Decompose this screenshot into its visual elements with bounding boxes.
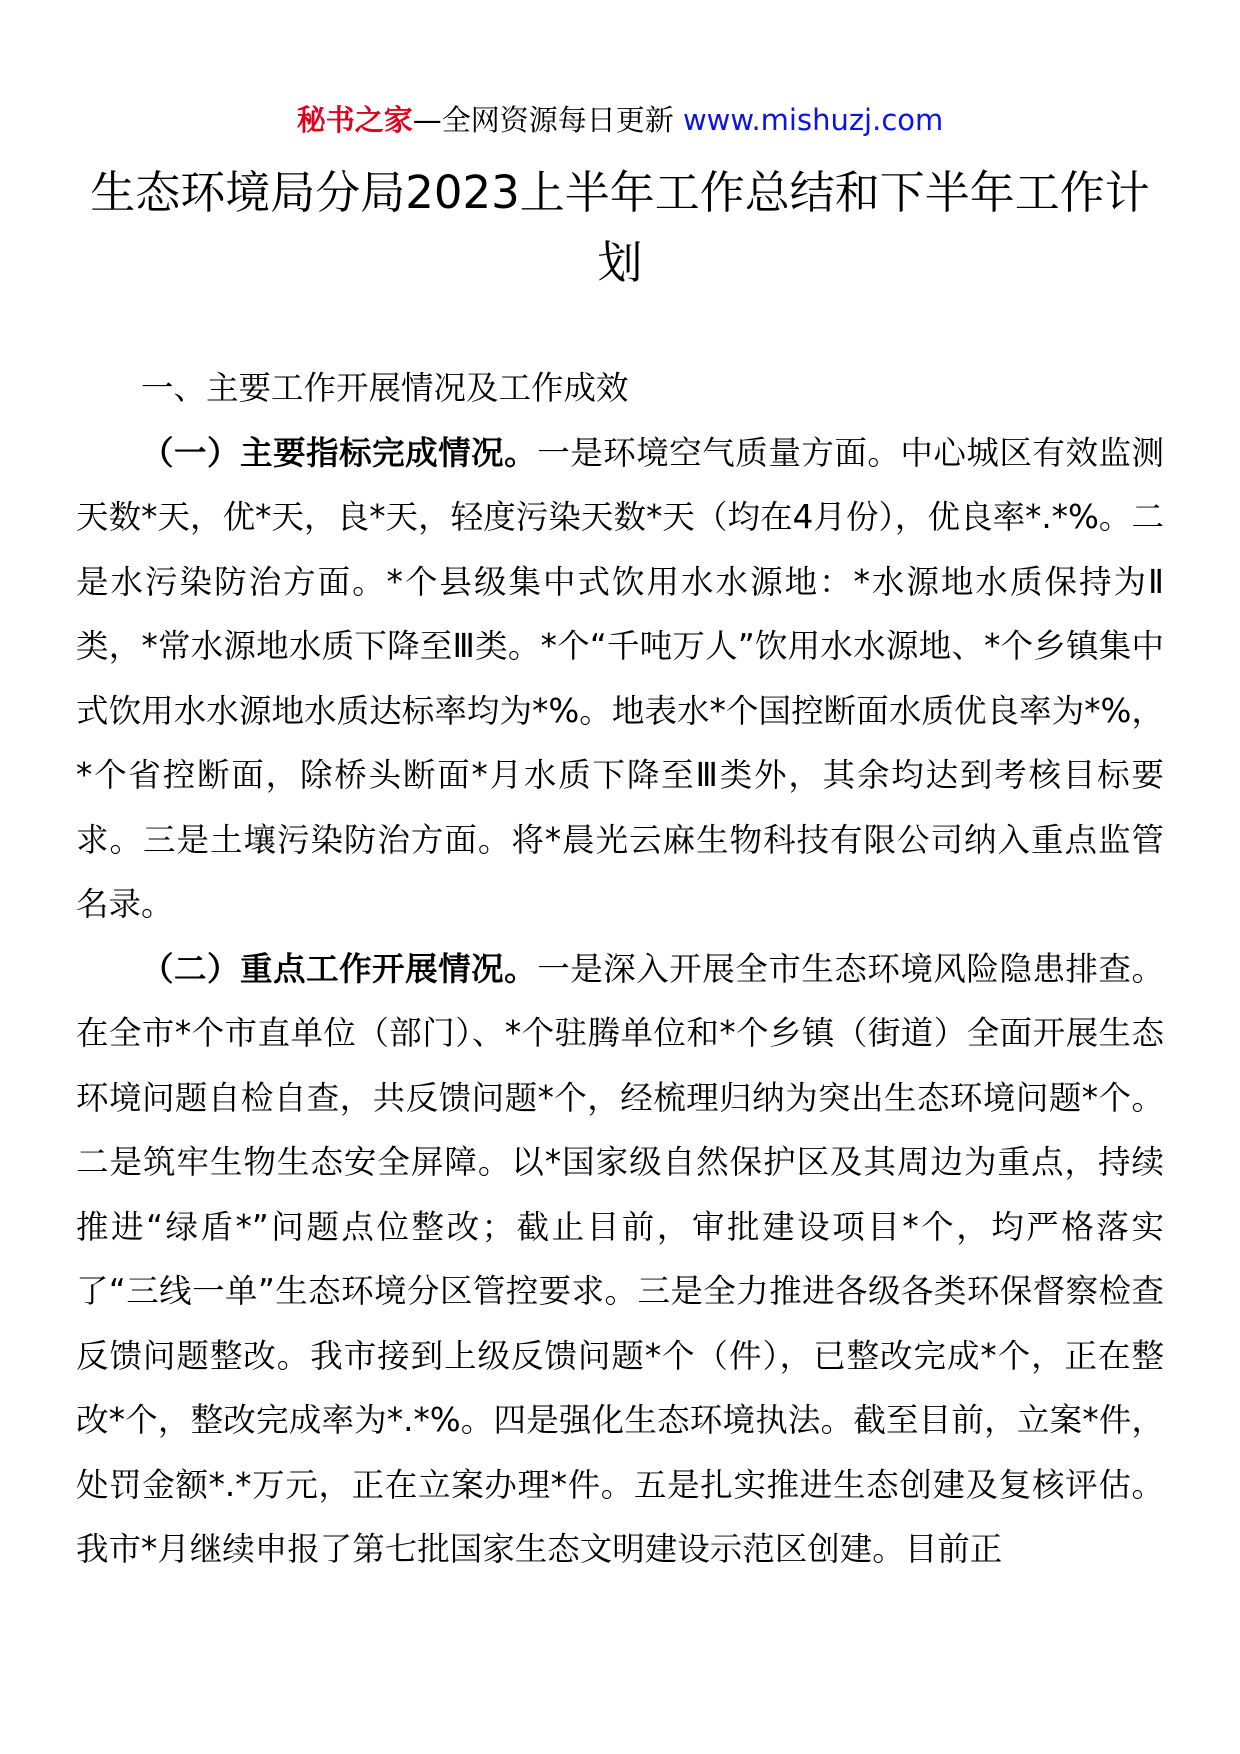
site-header [0,100,1240,140]
document-body [76,356,1164,1582]
paragraph-lead: （二）重点工作开展情况。 [141,949,538,988]
document-title: 生态环境局分局2023上半年工作总结和下半年工作计划 [90,166,1150,289]
paragraph-key-work [76,937,1164,1582]
paragraph-text: 一是深入开展全市生态环境风险隐患排查。在全市*个市直单位（部门）、*个驻腾单位和*个乡镇（街道）全面开展生态环境问题自检自查，共反馈问题*个，经梳理归纳为突出生态环境问题*个。二是筑牢生物生态安全屏障。以*国家级自然保护区及其周边为重点，持续推进“绿盾*”问题点位整改；截止目前，审批建设项目*个，均严格落实了“三线一单”生态环境分区管控要求。三是全力推进各级各类环保督察检查反馈问题整改。我市接到上级反馈问题*个（件），已整改完成*个，正在整改*个，整改完成率为*.*%。四是强化生态环境执法。截至目前，立案*件，处罚金额*.*万元，正在立案办理*件。五是扎实推进生态创建及复核评估。我市*月继续申报了第七批国家生态文明建设示范区创建。目前正 [76,949,1164,1568]
brand-name: 秘书之家 [296,103,413,137]
paragraph-text: 一是环境空气质量方面。中心城区有效监测天数*天，优*天，良*天，轻度污染天数*天（均在4月份），优良率*.*%。二是水污染防治方面。*个县级集中式饮用水水源地：*水源地水质保持为Ⅱ类，*常水源地水质下降至Ⅲ类。*个“千吨万人”饮用水水源地、*个乡镇集中式饮用水水源地水质达标率均为*%。地表水*个国控断面水质优良率为*%，*个省控断面，除桥头断面*月水质下降至Ⅲ类外，其余均达到考核目标要求。三是土壤污染防治方面。将*晨光云麻生物科技有限公司纳入重点监管名录。 [76,433,1164,923]
paragraph-indicators [76,421,1164,937]
site-url-link[interactable]: www.mishuzj.com [682,103,944,137]
header-tagline: —全网资源每日更新 [412,103,683,137]
section-heading: 一、主要工作开展情况及工作成效 [141,369,629,407]
paragraph-lead: （一）主要指标完成情况。 [141,433,538,472]
